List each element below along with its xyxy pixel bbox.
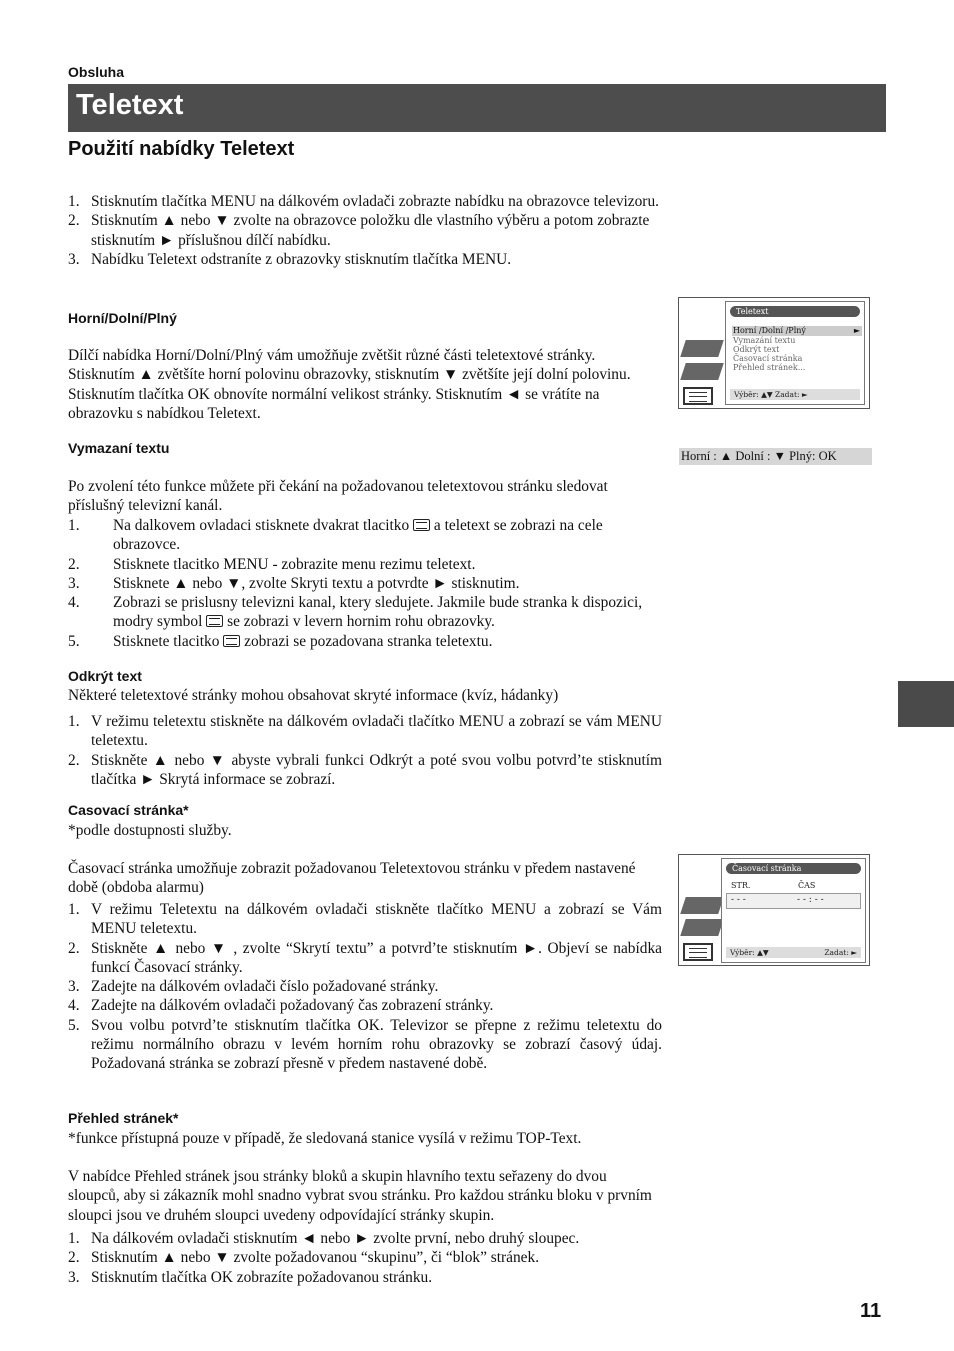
teletext-menu-screen bbox=[678, 297, 870, 409]
list-item: 3. Zadejte na dálkovém ovladači číslo požadované stránky. bbox=[68, 978, 439, 996]
list-item: 5. Stisknete tlacitko zobrazi se pozadovana stranka teletextu. bbox=[68, 632, 493, 650]
page-title: Teletext bbox=[76, 89, 184, 121]
menu-title: Časovací stránka bbox=[726, 863, 861, 874]
teletext-icon bbox=[206, 615, 223, 627]
heading-odkryt: Odkrýt text bbox=[68, 668, 142, 684]
menu-title: Teletext bbox=[730, 306, 860, 317]
teletext-icon bbox=[413, 519, 430, 531]
teletext-icon bbox=[223, 635, 240, 647]
list-item: 2. Stisknutím ▲ nebo ▼ zvolte požadovanou “skupinu”, či “blok” stránek. bbox=[68, 1249, 540, 1267]
teletext-icon bbox=[683, 387, 713, 405]
menu-item-vymazani[interactable]: Vymazání textu bbox=[733, 336, 796, 345]
column-label-page: STR. bbox=[731, 881, 751, 890]
section-subtitle: Použití nabídky Teletext bbox=[68, 138, 295, 160]
menu-footer: Výběr: ▲▼ Zadat: ► bbox=[726, 947, 861, 958]
chapter-tab bbox=[898, 681, 954, 727]
menu-item-odkryt[interactable]: Odkrýt text bbox=[733, 345, 780, 354]
column-label-time: ČAS bbox=[798, 881, 816, 890]
list-item: 3. Stisknete ▲ nebo ▼, zvolte Skryti textu a potvrdte ► stisknutim. bbox=[68, 574, 520, 592]
menu-item-horni-selected[interactable]: Horní /Dolní /Plný ► bbox=[733, 326, 860, 335]
picture-thumbnail bbox=[680, 340, 724, 357]
music-thumbnail bbox=[680, 363, 724, 380]
list-item: 1. Na dálkovém ovladači stisknutím ◄ nebo ► zvolte první, nebo druhý sloupec. bbox=[68, 1230, 580, 1247]
timer-page-menu bbox=[721, 858, 866, 963]
horni-text: Dílčí nabídka Horní/Dolní/Plný vám umožňuje zvětšit různé části teletextové stránky. Stisknutím ▲ zvětšíte horní polovinu obrazovky, stisknutím ▼ zvětšíte její dolní polovinu. Stisknutím tlačítka OK obnovíte normální velikost stránky. Stisknutím ◄ se vrátíte na obrazovku s nabídkou Teletext. bbox=[68, 347, 631, 422]
list-item: 2. Stisknutím ▲ nebo ▼ zvolte na obrazovce položku dle vlastního výběru a potom zobrazte stisknutím ► příslušnou dílčí nabídku. bbox=[68, 212, 650, 249]
page-number-input[interactable]: - - - bbox=[731, 895, 746, 905]
vymazani-text: Po zvolení této funkce můžete při čekání na požadovanou teletextovou stránku sledovat příslušný televizní kanál. bbox=[68, 478, 608, 515]
timer-input-row[interactable] bbox=[726, 893, 861, 909]
list-item: 2. Stisknete tlacitko MENU - zobrazite menu rezimu teletext. bbox=[68, 555, 476, 573]
title-bar bbox=[68, 84, 886, 132]
menu-item-casovaci[interactable]: Časovací stránka bbox=[733, 354, 803, 363]
list-item: 2. Stiskněte ▲ nebo ▼ abyste vybrali funkci Odkrýt a poté svou volbu potvrd’te stisknutím tlačítka ► Skrytá informace se zobrazí. bbox=[68, 751, 662, 788]
casovaci-note: *podle dostupnosti služby. bbox=[68, 822, 232, 839]
list-item: 2. Stiskněte ▲ nebo ▼ , zvolte “Skrytí textu” a potvrd’te stisknutím ►. Objeví se nabídka funkcí Časovací stránky. bbox=[68, 939, 662, 976]
music-thumbnail bbox=[680, 919, 724, 936]
odkryt-list bbox=[68, 712, 662, 789]
odkryt-text: Některé teletextové stránky mohou obsahovat skryté informace (kvíz, hádanky) bbox=[68, 687, 559, 704]
intro-list bbox=[68, 192, 668, 269]
list-item: 5. Svou volbu potvrd’te stisknutím tlačítka OK. Televizor se přepne z režimu teletextu do režimu normálního obrazu v levém horním rohu obrazovky se zobrazí časový údaj. Požadovaná stránka se zobrazí přesně v předem nastavené době. bbox=[68, 1016, 662, 1073]
prehled-list bbox=[68, 1229, 668, 1287]
list-item: 3. Nabídku Teletext odstraníte z obrazovky stisknutím tlačítka MENU. bbox=[68, 250, 512, 268]
list-item: 4. Zadejte na dálkovém ovladači požadovaný čas zobrazení stránky. bbox=[68, 997, 494, 1015]
menu-footer: Výběr: ▲▼ Zadat: ► bbox=[730, 389, 860, 400]
timer-page-screen bbox=[678, 854, 870, 966]
list-item: 4. Zobrazi se prislusny televizni kanal, ktery sledujete. Jakmile bude stranka k dispozici, modry symbol se zobrazi v levern hornim rohu obrazovky. bbox=[68, 594, 643, 631]
prehled-note: *funkce přístupná pouze v případě, že sledovaná stanice vysílá v režimu TOP-Text. bbox=[68, 1130, 582, 1147]
page-number: 11 bbox=[860, 1300, 882, 1322]
status-bar: Horní : ▲ Dolní : ▼ Plný: OK bbox=[679, 448, 872, 465]
section-label: Obsluha bbox=[68, 64, 125, 80]
casovaci-text: Časovací stránka umožňuje zobrazit požadovanou Teletextovou stránku v předem nastavené době (obdoba alarmu) bbox=[68, 860, 636, 897]
teletext-icon bbox=[683, 943, 713, 961]
prehled-text: V nabídce Přehled stránek jsou stránky bloků a skupin hlavního textu seřazeny do dvou sloupců, aby si zákazník mohl snadno vybrat svou stránku. Pro každou stránku bloku v prvním sloupci jsou ve druhém sloupci uvedeny odpovídající stránky skupin. bbox=[68, 1168, 652, 1224]
picture-thumbnail bbox=[680, 897, 724, 914]
casovaci-list bbox=[68, 900, 662, 1074]
heading-vymazani: Vymazaní textu bbox=[68, 440, 170, 456]
list-item: 1. Na dalkovem ovladaci stisknete dvakrat tlacitko a teletext se zobrazi na cele obrazovce. bbox=[68, 517, 603, 554]
list-item: 3. Stisknutím tlačítka OK zobrazíte požadovanou stránku. bbox=[68, 1268, 433, 1286]
time-input[interactable]: - - : - - bbox=[797, 895, 824, 905]
teletext-menu bbox=[725, 301, 865, 405]
list-item: 1. V režimu teletextu stiskněte na dálkovém ovladači tlačítko MENU a zobrazí se vám MENU teletextu. bbox=[68, 713, 662, 750]
vymazani-list bbox=[68, 516, 668, 651]
heading-horni: Horní/Dolní/Plný bbox=[68, 310, 177, 326]
list-item: 1. Stisknutím tlačítka MENU na dálkovém ovladači zobrazte nabídku na obrazovce televizoru. bbox=[68, 193, 659, 210]
heading-prehled: Přehled stránek* bbox=[68, 1110, 179, 1126]
list-item: 1. V režimu Teletextu na dálkovém ovladači stiskněte tlačítko MENU a zobrazí se Vám MENU teletextu. bbox=[68, 901, 662, 938]
menu-item-prehled[interactable]: Přehled stránek... bbox=[733, 363, 806, 372]
heading-casovaci: Casovací stránka* bbox=[68, 802, 189, 818]
